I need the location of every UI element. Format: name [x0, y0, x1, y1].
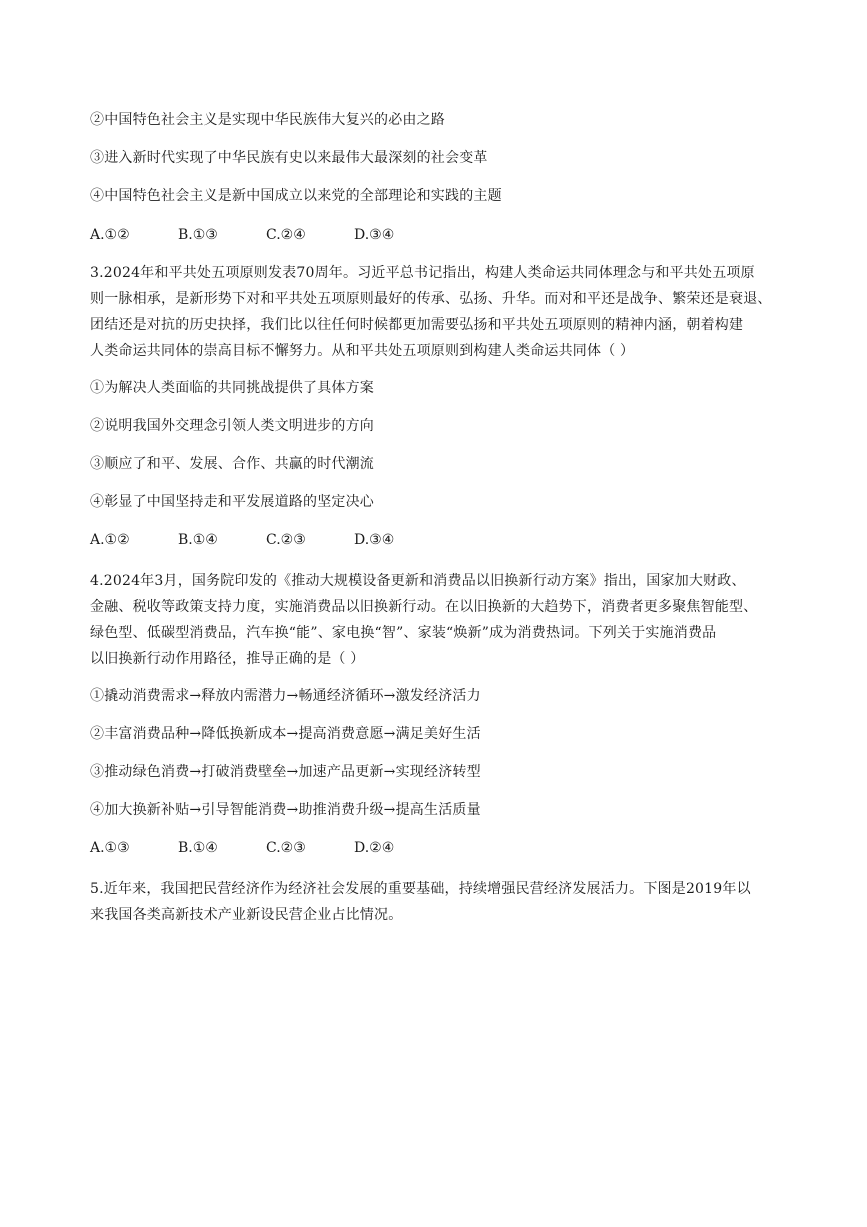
- q5-stem: [90, 876, 790, 928]
- q4-stem-line: 4.2024年3月，国务院印发的《推动大规模设备更新和消费品以旧换新行动方案》指出，国家加大财政、: [90, 573, 746, 589]
- q4-stem-line: 金融、税收等政策支持力度，实施消费品以旧换新行动。在以旧换新的大趋势下，消费者更多聚焦智能型、: [90, 599, 758, 615]
- q5-stem-line: 来我国各类高新技术产业新设民营企业占比情况。: [90, 907, 403, 923]
- q4-item-4: ④加大换新补贴→引导智能消费→助推消费升级→提高生活质量: [90, 802, 481, 818]
- q2-option-c: C.②④: [266, 227, 306, 243]
- q5-stem-line: 5.近年来，我国把民营经济作为经济社会发展的重要基础，持续增强民营经济发展活力。下图是2019年以: [90, 881, 751, 897]
- q3-stem-line: 3.2024年和平共处五项原则发表70周年。习近平总书记指出，构建人类命运共同体理念与和平共处五项原: [90, 265, 755, 281]
- q2-item-4: ④中国特色社会主义是新中国成立以来党的全部理论和实践的主题: [90, 188, 502, 204]
- q3-stem-line: 团结还是对抗的历史抉择，我们比以往任何时候都更加需要弘扬和平共处五项原则的精神内涵，朝着构建: [90, 317, 744, 333]
- q2-option-b: B.①③: [178, 227, 218, 243]
- q3-option-a: A.①②: [90, 532, 130, 548]
- q4-item-3: ③推动绿色消费→打破消费壁垒→加速产品更新→实现经济转型: [90, 764, 481, 780]
- q3-option-c: C.②③: [266, 532, 306, 548]
- q4-item-1: ①撬动消费需求→释放内需潜力→畅通经济循环→激发经济活力: [90, 688, 481, 704]
- q4-option-a: A.①③: [90, 840, 130, 856]
- q4-option-d: D.②④: [354, 840, 395, 856]
- q3-option-b: B.①④: [178, 532, 218, 548]
- q2-options: [90, 225, 442, 245]
- q2-item-2: ②中国特色社会主义是实现中华民族伟大复兴的必由之路: [90, 112, 445, 128]
- q4-option-b: B.①④: [178, 840, 218, 856]
- q4-stem-line: 绿色型、低碳型消费品，汽车换“能”、家电换“智”、家装“焕新”成为消费热词。下列关于实施消费品: [90, 625, 717, 641]
- q3-stem-line: 人类命运共同体的崇高目标不懈努力。从和平共处五项原则到构建人类命运共同体（ ）: [90, 343, 635, 359]
- q4-options: [90, 838, 442, 858]
- q2-option-a: A.①②: [90, 227, 130, 243]
- q3-item-4: ④彰显了中国坚持走和平发展道路的坚定决心: [90, 494, 374, 510]
- q3-item-3: ③顺应了和平、发展、合作、共赢的时代潮流: [90, 456, 374, 472]
- q4-item-2: ②丰富消费品种→降低换新成本→提高消费意愿→满足美好生活: [90, 726, 481, 742]
- q4-stem: [90, 568, 790, 672]
- q3-item-2: ②说明我国外交理念引领人类文明进步的方向: [90, 418, 374, 434]
- q4-stem-line: 以旧换新行动作用路径，推导正确的是（ ）: [90, 651, 365, 667]
- q3-item-1: ①为解决人类面临的共同挑战提供了具体方案: [90, 380, 374, 396]
- q3-stem-line: 则一脉相承，是新形势下对和平共处五项原则最好的传承、弘扬、升华。而对和平还是战争、繁荣还是衰退、: [90, 291, 772, 307]
- q3-option-d: D.③④: [354, 532, 395, 548]
- q3-stem: [90, 260, 790, 364]
- q4-option-c: C.②③: [266, 840, 306, 856]
- q3-options: [90, 530, 442, 550]
- q2-option-d: D.③④: [354, 227, 395, 243]
- q2-item-3: ③进入新时代实现了中华民族有史以来最伟大最深刻的社会变革: [90, 150, 488, 166]
